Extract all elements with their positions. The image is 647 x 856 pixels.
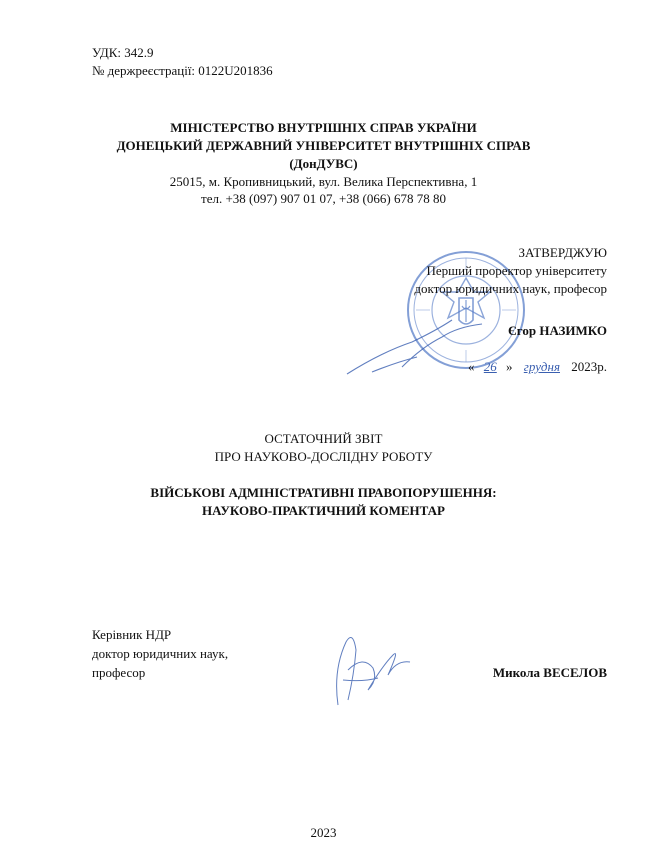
leader-title: професор [92,665,146,680]
leader-degree: доктор юридичних наук, [92,646,229,661]
approver-name: Єгор НАЗИМКО [507,323,607,338]
registration-number: № держреєстрації: 0122U201836 [92,63,273,78]
university-abbr: (ДонДУВС) [289,156,358,171]
university-phone: тел. +38 (097) 907 01 07, +38 (066) 678 78 80 [201,191,446,206]
date-open-quote: « [468,359,475,374]
report-theme-line2: НАУКОВО-ПРАКТИЧНИЙ КОМЕНТАР [202,503,445,518]
udk-code: УДК: 342.9 [92,45,154,60]
report-subject: ПРО НАУКОВО-ДОСЛІДНУ РОБОТУ [214,449,433,464]
approver-position: Перший проректор університету [426,263,607,278]
university-address: 25015, м. Кропивницький, вул. Велика Перспективна, 1 [169,174,478,189]
approval-date [407,358,607,378]
approval-title: ЗАТВЕРДЖУЮ [518,245,607,260]
leader-name: Микола ВЕСЕЛОВ [492,665,607,680]
date-close-quote: » [506,359,513,374]
report-type: ОСТАТОЧНИЙ ЗВІТ [264,431,383,446]
document-year: 2023 [310,825,337,840]
university-name: ДОНЕЦЬКИЙ ДЕРЖАВНИЙ УНІВЕРСИТЕТ ВНУТРІШНІХ СПРАВ [116,138,531,153]
date-year: 2023р. [571,359,607,374]
date-day: 26 [483,359,497,374]
date-month: грудня [523,359,560,374]
approver-degree: доктор юридичних наук, професор [414,281,607,296]
report-theme-line1: ВІЙСЬКОВІ АДМІНІСТРАТИВНІ ПРАВОПОРУШЕННЯ: [150,485,497,500]
leader-role: Керівник НДР [92,627,172,642]
leader-signature [318,620,418,710]
ministry-name: МІНІСТЕРСТВО ВНУТРІШНІХ СПРАВ УКРАЇНИ [170,120,477,135]
